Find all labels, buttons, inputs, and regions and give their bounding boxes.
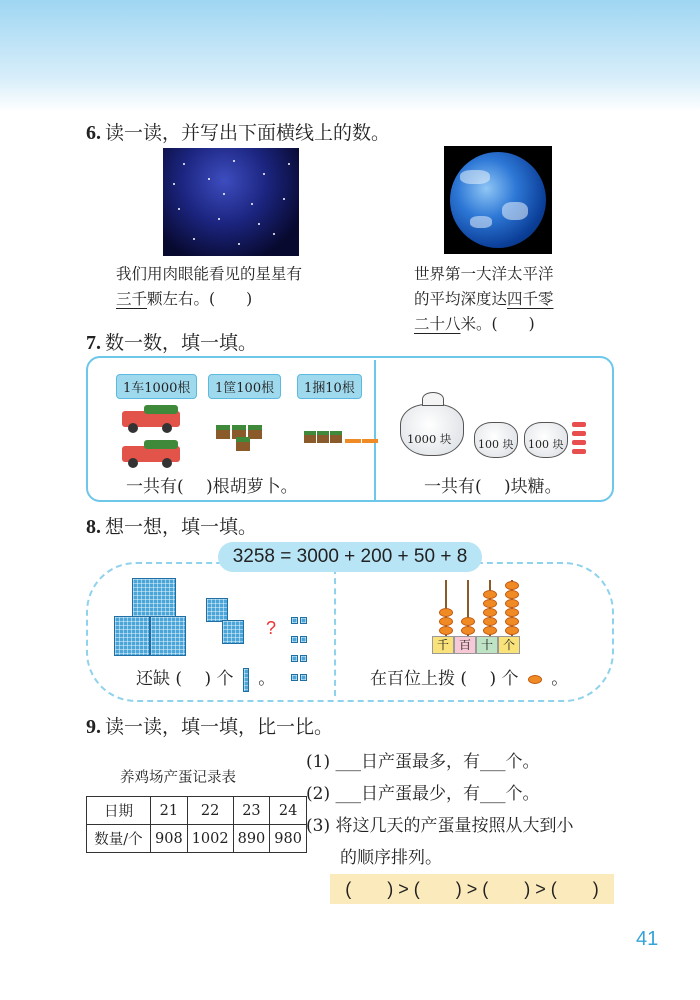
question-9-title: 9. 读一读，填一填，比一比。 (86, 716, 334, 738)
abacus-answer: 在百位上拨 ( ) 个 。 (370, 669, 569, 689)
ordering-answer-bar: ( ) > ( ) > ( ) > ( ) (330, 874, 614, 904)
list-item: (1) ___日产蛋最多，有___个。 (306, 752, 540, 772)
candy-bag-100-icon: 100 块 (474, 422, 518, 458)
oval-divider (334, 568, 336, 696)
list-item-continued: 的顺序排列。 (340, 848, 442, 868)
question-9-items (306, 746, 574, 874)
candy-total-answer: 一共有( )块糖。 (424, 477, 562, 497)
candy-bag-1000-icon: 1000 块 (400, 404, 464, 456)
header-band (0, 0, 700, 112)
tag-bundle: 1捆10根 (297, 374, 362, 399)
question-6-title: 6. 读一读，并写出下面横线上的数。 (86, 122, 391, 144)
question-mark: ? (266, 618, 277, 638)
candy-pieces-icon (572, 422, 594, 454)
ten-rod-icon (243, 668, 249, 692)
egg-table-title: 养鸡场产蛋记录表 (120, 770, 236, 786)
label-ones: 个 (498, 636, 520, 654)
carrot-bundle-icon (304, 428, 378, 447)
thousand-cube-icon (114, 616, 150, 656)
bead-icon (528, 675, 542, 684)
carrot-total-answer: 一共有( )根胡萝卜。 (126, 477, 298, 497)
label-tens: 十 (476, 636, 498, 654)
page-number: 41 (636, 928, 659, 950)
thousand-cube-icon (150, 616, 186, 656)
hundred-flat-icon (206, 598, 228, 622)
decomposition-equation: 3258 = 3000 + 200 + 50 + 8 (218, 542, 482, 572)
earth-image (444, 146, 552, 254)
list-item: (2) ___日产蛋最少，有___个。 (306, 784, 540, 804)
table-header-row: 日期 21 22 23 24 (87, 797, 307, 825)
unit-cubes-icon (290, 610, 312, 686)
tag-basket: 1筐100根 (208, 374, 281, 399)
candy-bag-100-icon: 100 块 (524, 422, 568, 458)
stars-sentence: 我们用肉眼能看见的星星有 三千颗左右。( ) (116, 265, 303, 308)
label-hundreds: 百 (454, 636, 476, 654)
starry-sky-image (163, 148, 299, 256)
question-8-title: 8. 想一想，填一填。 (86, 516, 258, 538)
tag-truck: 1车1000根 (116, 374, 197, 399)
list-item: (3) 将这几天的产蛋量按照从大到小 (306, 816, 574, 836)
thousand-cube-icon (132, 578, 176, 618)
carrot-truck-icon (122, 405, 184, 433)
egg-table (86, 796, 307, 853)
label-thousands: 千 (432, 636, 454, 654)
bag-knot-icon (422, 392, 444, 406)
hundred-flat-icon (222, 620, 244, 644)
carrot-truck-icon (122, 440, 184, 468)
missing-blocks-answer: 还缺 ( ) 个 。 (136, 664, 275, 692)
abacus-labels (432, 636, 520, 654)
question-7-title: 7. 数一数，填一填。 (86, 332, 258, 354)
carrot-basket-icon (236, 436, 250, 455)
table-row: 数量/个 908 1002 890 980 (87, 825, 307, 853)
pacific-sentence: 世界第一大洋太平洋 的平均深度达四千零 二十八米。( ) (414, 265, 554, 333)
